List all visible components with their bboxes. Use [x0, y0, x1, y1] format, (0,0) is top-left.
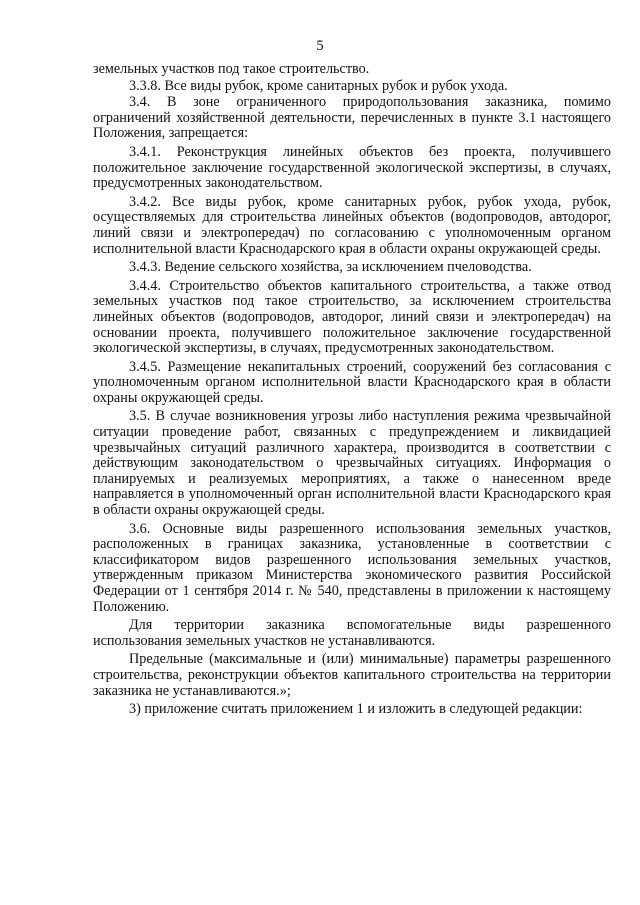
paragraph-3-4-2: 3.4.2. Все виды рубок, кроме санитарных рубок, рубок ухода, рубок, осуществляемых для строительства линейных объектов (водопроводов, автодорог, линий связи и электропередач) по согласованию с уполномоченным органом исполнительной власти Краснодарского края в области охраны окружающей среды. — [93, 193, 611, 257]
paragraph-3-4-5: 3.4.5. Размещение некапитальных строений, сооружений без согласования с уполномоченным органом исполнительной власти Краснодарского края в области охраны окружающей среды. — [93, 358, 611, 406]
paragraph-3-5: 3.5. В случае возникновения угрозы либо наступления режима чрезвычайной ситуации проведение работ, связанных с предупреждением и ликвидацией чрезвычайных ситуаций различного характера, производится в соответствии с действующим законодательством о чрезвычайных ситуациях. Информация о планируемых и реализуемых мероприятиях, а также о нанесенном вреде направляется в уполномоченный орган исполнительной власти Краснодарского края в области охраны окружающей среды. — [93, 408, 611, 519]
paragraph-continuation: земельных участков под такое строительство. — [93, 61, 370, 77]
paragraph-3-4-4: 3.4.4. Строительство объектов капитального строительства, а также отвод земельных участков под такое строительство, за исключением строительства линейных объектов (водопроводов, автодорог, линий связи и электропередач) на основании проекта, получившего положительное заключение государственной экологической экспертизы, в случаях, предусмотренных законодательством. — [93, 277, 611, 357]
paragraph-3-4-1: 3.4.1. Реконструкция линейных объектов без проекта, получившего положительное заключение государственной экологической экспертизы, в случаях, предусмотренных законодательством. — [93, 143, 611, 192]
paragraph-3-3-8: 3.3.8. Все виды рубок, кроме санитарных рубок и рубок ухода. — [129, 77, 508, 94]
page-number: 5 — [316, 38, 324, 54]
paragraph-3-4-3: 3.4.3. Ведение сельского хозяйства, за исключением пчеловодства. — [129, 259, 532, 276]
paragraph-limit-parameters: Предельные (максимальные и (или) минимальные) параметры разрешенного строительства, реконструкции объектов капитального строительства на территории заказника не устанавливаются.»; — [93, 651, 611, 699]
paragraph-item-3: 3) приложение считать приложением 1 и изложить в следующей редакции: — [129, 701, 583, 718]
document-body — [93, 62, 611, 719]
paragraph-3-4: 3.4. В зоне ограниченного природопользования заказника, помимо ограничений хозяйственной деятельности, перечисленных в пункте 3.1 настоящего Положения, запрещается: — [93, 94, 611, 142]
paragraph-auxiliary-uses: Для территории заказника вспомогательные виды разрешенного использования земельных участков не устанавливаются. — [93, 617, 611, 649]
paragraph-3-6: 3.6. Основные виды разрешенного использования земельных участков, расположенных в границах заказника, установленные в соответствии с классификатором видов разрешенного использования земельных участков, утвержденным приказом Министерства экономического развития Российской Федерации от 1 сентября 2014 г. № 540, представлены в приложении к настоящему Положению. — [93, 520, 611, 615]
